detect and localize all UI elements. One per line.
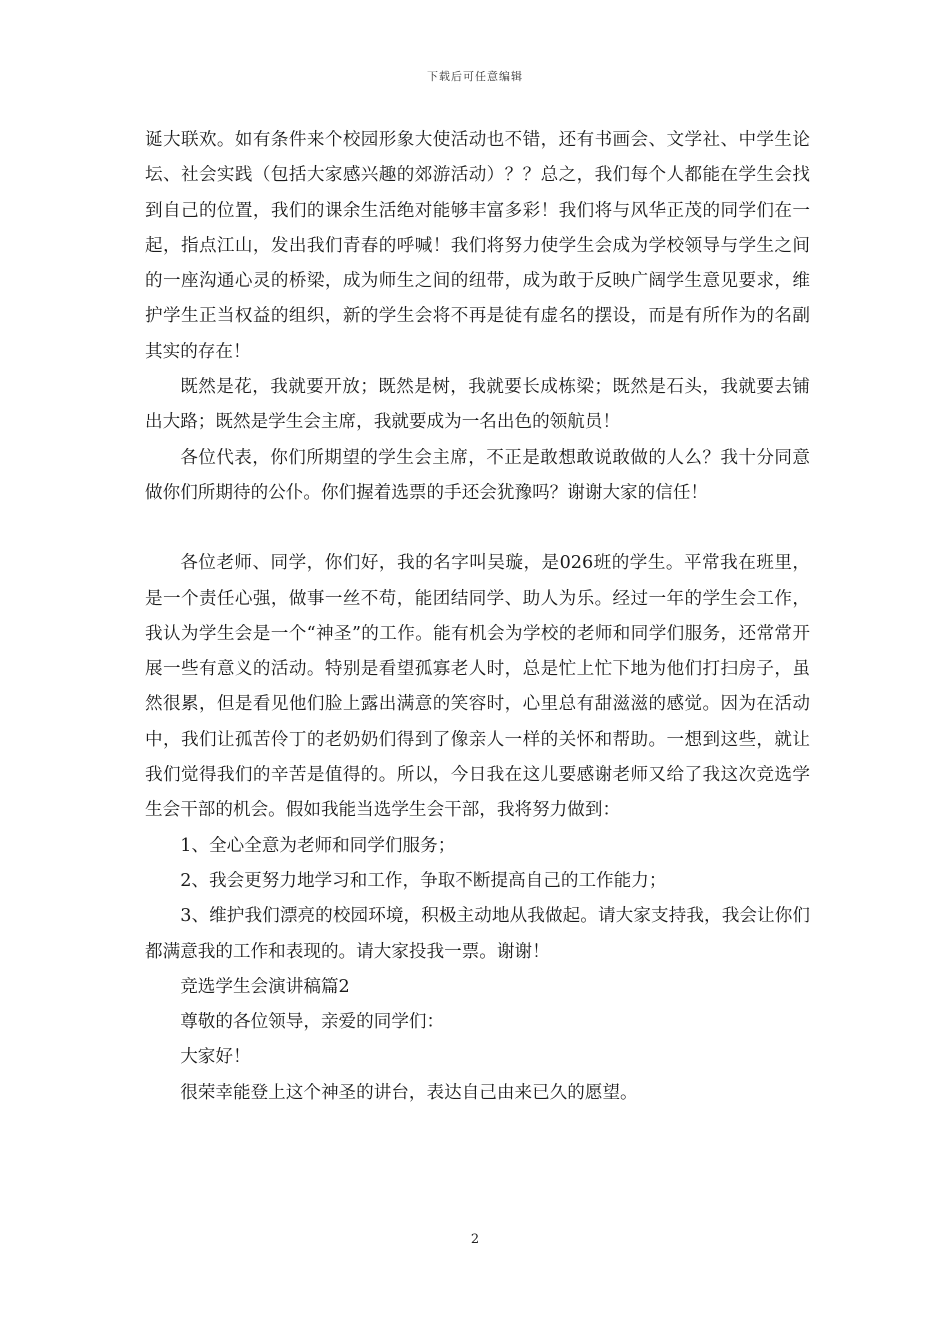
salutation: 尊敬的各位领导，亲爱的同学们： bbox=[180, 1012, 445, 1033]
list-item: 1、全心全意为老师和同学们服务； bbox=[180, 835, 456, 856]
page-header: 下载后可任意编辑 bbox=[427, 70, 523, 83]
paragraph: 各位老师、同学，你们好，我的名字叫吴璇，是026班的学生。平常我在班里，是一个责任心强，做事一丝不苟，能团结同学、助人为乐。经过一年的学生会工作，我认为学生会是一个“神圣”的工作。能有机会为学校的老师和同学们服务，还常常开展一些有意义的活动。特别是看望孤寡老人时，总是忙上忙下地为他们打扫房子，虽然很累，但是看见他们脸上露出满意的笑容时，心里总有甜滋滋的感觉。因为在活动中，我们让孤苦伶丁的老奶奶们得到了像亲人一样的关怀和帮助。一想到这些，就让我们觉得我们的辛苦是值得的。所以，今日我在这儿要感谢老师又给了我这次竞选学生会干部的机会。假如我能当选学生会干部，我将努力做到： bbox=[145, 553, 810, 821]
page-number: 2 bbox=[470, 1232, 480, 1247]
paragraph-continuation: 诞大联欢。如有条件来个校园形象大使活动也不错，还有书画会、文学社、中学生论坛、社会实践（包括大家感兴趣的郊游活动）？？总之，我们每个人都能在学生会找到自己的位置，我们的课余生活绝对能够丰富多彩！我们将与风华正茂的同学们在一起，指点江山，发出我们青春的呼喊！我们将努力使学生会成为学校领导与学生之间的一座沟通心灵的桥梁，成为师生之间的纽带，成为敢于反映广阔学生意见要求，维护学生正当权益的组织，新的学生会将不再是徒有虚名的摆设，而是有所作为的名副其实的存在！ bbox=[145, 130, 810, 362]
section-title: 竞选学生会演讲稿篇2 bbox=[180, 976, 350, 997]
paragraph: 既然是花，我就要开放；既然是树，我就要长成栋梁；既然是石头，我就要去铺出大路；既然是学生会主席，我就要成为一名出色的领航员！ bbox=[145, 377, 810, 433]
list-item: 3、维护我们漂亮的校园环境，积极主动地从我做起。请大家支持我，我会让你们都满意我的工作和表现的。请大家投我一票。谢谢！ bbox=[145, 906, 810, 962]
paragraph: 各位代表，你们所期望的学生会主席，不正是敢想敢说敢做的人么？我十分同意做你们所期待的公仆。你们握着选票的手还会犹豫吗？谢谢大家的信任！ bbox=[145, 447, 810, 503]
blank-line bbox=[145, 511, 810, 546]
paragraph: 很荣幸能登上这个神圣的讲台，表达自己由来已久的愿望。 bbox=[180, 1082, 638, 1103]
greeting: 大家好！ bbox=[180, 1047, 251, 1068]
document-body bbox=[145, 123, 810, 1111]
list-item: 2、我会更努力地学习和工作，争取不断提高自己的工作能力； bbox=[180, 870, 667, 891]
